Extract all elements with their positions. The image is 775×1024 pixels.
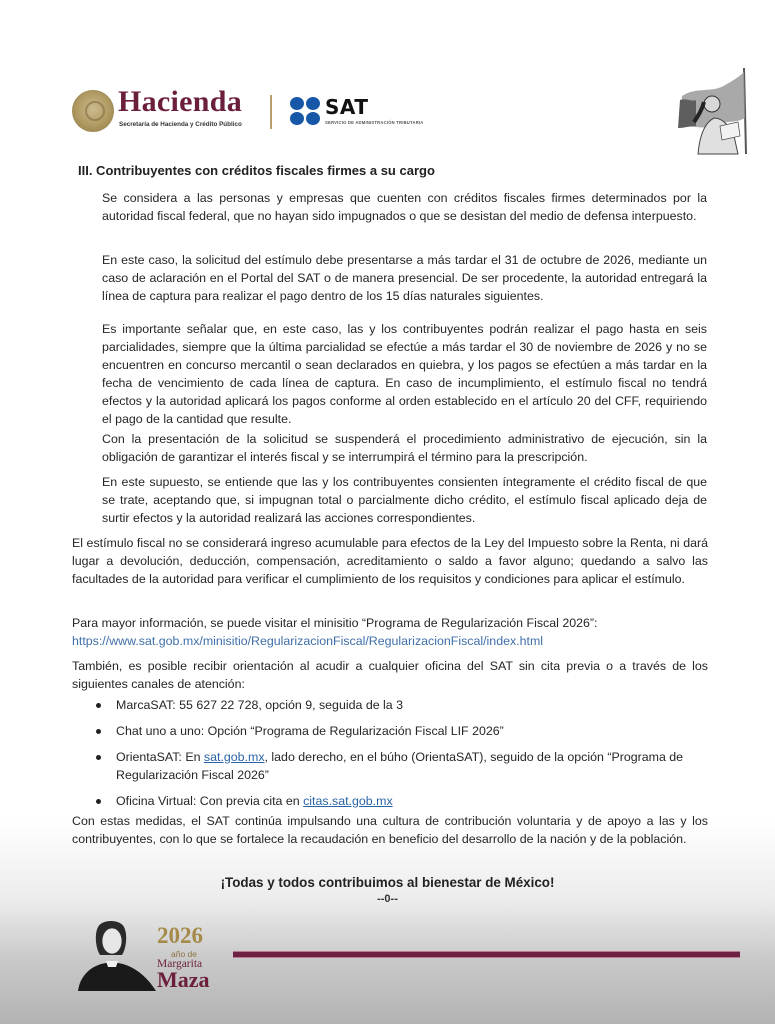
channel-prefix: Oficina Virtual: Con previa cita en [116,794,304,808]
mexican-coat-of-arms-icon [72,90,114,132]
bullet-icon [96,729,101,734]
hacienda-logo-title: Hacienda [118,85,243,118]
heroine-with-flag-icon [672,66,760,156]
channel-prefix: OrientaSAT: En [116,750,204,764]
footer-name-last: Maza [157,967,210,992]
citas-sat-link[interactable]: citas.sat.gob.mx [303,794,393,808]
bullet-icon [96,703,101,708]
section-paragraph-2: En este caso, la solicitud del estímulo debe presentarse a más tardar el 31 de octubre de 2026, mediante un caso de aclaración en el Portal del SAT o de manera presencial. De ser procedente, la autoridad entregará la línea de captura para realizar el pago dentro de los 15 días naturales siguientes. [102,253,707,303]
end-mark: --0-- [377,893,398,905]
section-paragraph-3: Es importante señalar que, en este caso, las y los contribuyentes podrán realizar el pago hasta en seis parcialidades, siempre que la última parcialidad se efectúe a más tardar el 30 de noviembre de 2026 y no se encuentren en concurso mercantil o sean declarados en quiebra, y los pagos se efectúen a más tardar en la fecha de vencimiento de cada línea de captura. En caso de incumplimiento, el estímulo fiscal no tendrá efectos y la autoridad aplicará los pagos conforme al orden establecido en el artículo 20 del CFF, requiriendo el pago de la cantidad que resulte. [102,322,707,426]
bullet-icon [96,755,101,760]
sat-logo-subtitle: SERVICIO DE ADMINISTRACIÓN TRIBUTARIA [325,120,424,125]
channel-suffix: , lado derecho, en el búho (OrientaSAT), seguido de la opción “Programa de Regularización Fiscal 2026” [116,750,684,782]
footer-year: 2026 [157,923,203,948]
channel-text: MarcaSAT: 55 627 22 728, opción 9, seguida de la 3 [116,698,404,712]
footer-name-first: Margarita [157,958,203,970]
info-paragraph [72,614,708,650]
section-title: III. Contribuyentes con créditos fiscales firmes a su cargo [78,163,435,178]
closing-paragraph: Con estas medidas, el SAT continúa impulsando una cultura de contribución voluntaria y de apoyo a las y los contribuyentes, con lo que se fortalece la recaudación en beneficio del desarrollo de la nación y de la población. [72,814,708,846]
margarita-maza-portrait-icon [76,919,156,991]
document-header [0,0,775,160]
channels-intro: También, es posible recibir orientación al acudir a cualquier oficina del SAT sin cita previa o a través de los siguientes canales de atención: [72,659,708,691]
info-intro: Para mayor información, se puede visitar el minisitio “Programa de Regularización Fiscal 2026”: [72,616,598,630]
section-paragraph-1: Se considera a las personas y empresas que cuenten con créditos fiscales firmes determinados por la autoridad fiscal federal, que no hayan sido impugnados o que se desistan del medio de defensa interpuesto. [102,191,707,223]
logo-divider [270,95,272,129]
list-item-oficina-virtual [92,792,712,810]
sat-logo-title: SAT [325,95,369,119]
list-item-chat [92,722,712,740]
list-item-orientasat [92,748,712,784]
section-paragraph-5: En este supuesto, se entiende que las y los contribuyentes consienten íntegramente el crédito fiscal de que se trate, aceptando que, si impugnan total o parcialmente dicho crédito, el estímulo fiscal aplicado deja de surtir efectos y la autoridad realizará las acciones correspondientes. [102,475,707,525]
footer-divider [233,951,740,958]
channels-list [92,696,712,818]
list-item-marcasat [92,696,712,714]
sat-gob-mx-link[interactable]: sat.gob.mx [203,750,265,764]
footer-anio-de: año de [171,949,197,959]
section-paragraph-4: Con la presentación de la solicitud se suspenderá el procedimiento administrativo de ejecución, sin la obligación de garantizar el interés fiscal y se interrumpirá el término para la prescripción. [102,432,707,464]
channel-text: Chat uno a uno: Opción “Programa de Regularización Fiscal LIF 2026” [116,724,504,738]
estimulo-paragraph: El estímulo fiscal no se considerará ingreso acumulable para efectos de la Ley del Impuesto sobre la Renta, ni dará lugar a devolución, deducción, compensación, acreditamiento o saldo a favor alguno; quedando a salvo las facultades de la autoridad para verificar el cumplimiento de los requisitos y condiciones para aplicar el estímulo. [72,536,708,586]
sat-logo-icon [290,97,322,127]
slogan: ¡Todas y todos contribuimos al bienestar de México! [220,875,555,890]
bullet-icon [96,799,101,804]
hacienda-logo-subtitle: Secretaría de Hacienda y Crédito Público [119,121,242,128]
minisitio-link[interactable]: https://www.sat.gob.mx/minisitio/RegularizacionFiscal/RegularizacionFiscal/index.html [72,634,544,648]
